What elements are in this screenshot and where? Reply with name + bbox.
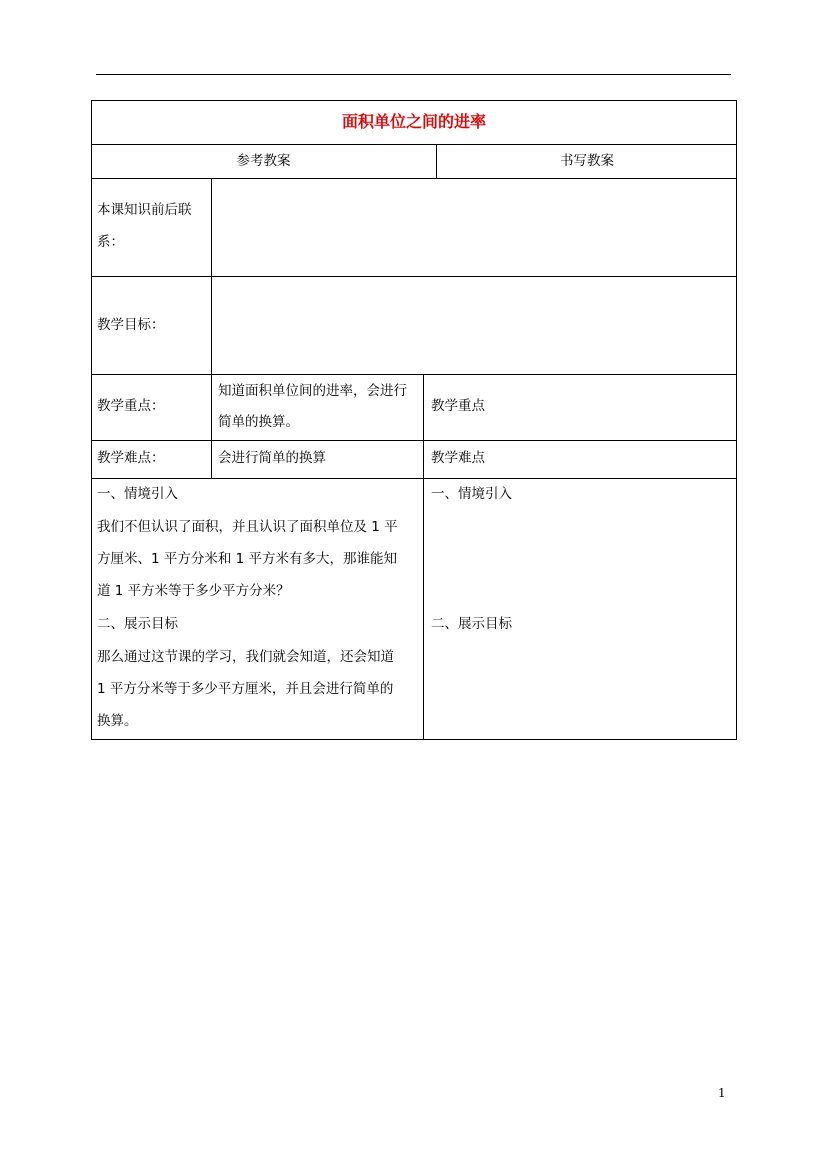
section2-text-line1: 那么通过这节课的学习，我们就会知道，还会知道	[97, 649, 394, 665]
difficulties-label: 教学难点：	[97, 450, 165, 466]
writing-section1-heading: 一、情境引入	[431, 486, 512, 502]
row-divider	[91, 374, 737, 375]
section2-text-line2: 1 平方分米等于多少平方厘米，并且会进行简单的	[97, 681, 394, 697]
objectives-label: 教学目标：	[97, 317, 165, 333]
column-divider	[423, 374, 424, 740]
column-divider	[211, 178, 212, 478]
table-border-left	[91, 100, 92, 740]
difficulties-note: 教学难点	[431, 450, 485, 466]
section2-heading: 二、展示目标	[97, 616, 178, 632]
row-divider	[91, 276, 737, 277]
row-divider	[91, 178, 737, 179]
table-border-top	[91, 100, 737, 101]
section1-text-line2: 方厘米、1 平方分米和 1 平方米有多大，那谁能知	[97, 551, 398, 567]
table-border-bottom	[91, 739, 737, 740]
row-divider	[91, 478, 737, 479]
knowledge-link-label-line2: 系：	[97, 234, 124, 250]
key-points-content-line2: 简单的换算。	[218, 414, 299, 430]
column-header-reference: 参考教案	[236, 153, 291, 169]
header-rule	[96, 74, 731, 75]
column-header-writing: 书写教案	[560, 153, 614, 169]
writing-section2-heading: 二、展示目标	[431, 616, 512, 632]
section2-text-line3: 换算。	[97, 713, 138, 729]
row-divider	[91, 440, 737, 441]
table-border-right	[736, 100, 737, 740]
page-number: 1	[718, 1086, 726, 1100]
page-title: 面积单位之间的进率	[341, 112, 486, 131]
key-points-note: 教学重点	[431, 398, 485, 414]
key-points-label: 教学重点：	[97, 398, 165, 414]
section1-heading: 一、情境引入	[97, 486, 178, 502]
knowledge-link-label-line1: 本课知识前后联	[97, 202, 192, 218]
key-points-content-line1: 知道面积单位间的进率，会进行	[218, 383, 407, 399]
section1-text-line1: 我们不但认识了面积，并且认识了面积单位及 1 平	[97, 519, 398, 535]
lesson-plan-table	[91, 100, 737, 740]
difficulties-content: 会进行简单的换算	[218, 450, 326, 466]
section1-text-line3: 道 1 平方米等于多少平方分米？	[97, 583, 290, 599]
